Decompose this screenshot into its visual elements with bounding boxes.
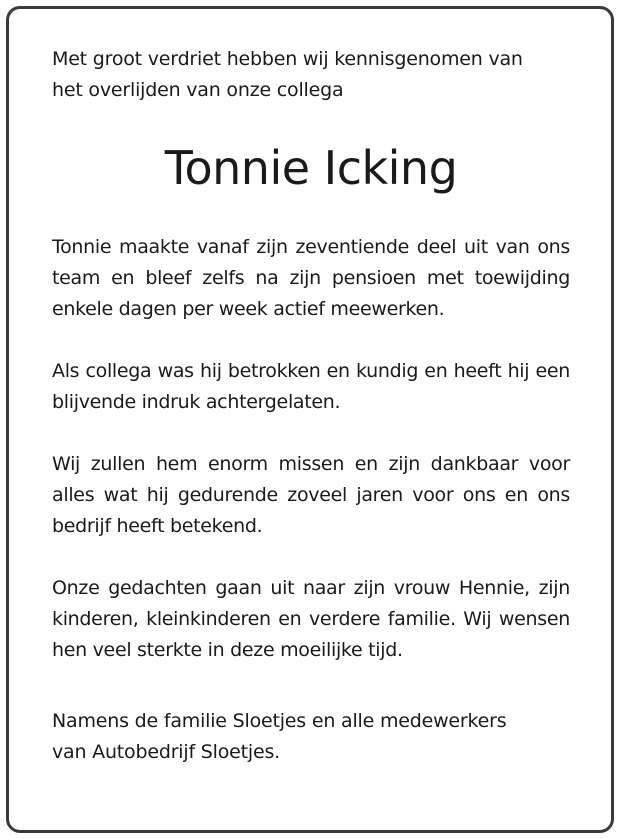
announcement-content bbox=[52, 44, 570, 768]
paragraph-condolence: Onze gedachten gaan uit naar zijn vrouw Hennie, zijn kinderen, kleinkinderen en verdere familie. Wij wensen hen veel sterkte in deze moeilijke tijd. bbox=[52, 577, 570, 661]
closing-line-1: Namens de familie Sloetjes en alle medewerkers bbox=[52, 710, 507, 732]
deceased-name: Tonnie Icking bbox=[164, 141, 458, 195]
paragraph-colleague: Als collega was hij betrokken en kundig en heeft hij een blijvende indruk achtergelaten. bbox=[52, 360, 570, 413]
paragraph-gratitude: Wij zullen hem enorm missen en zijn dankbaar voor alles wat hij gedurende zoveel jaren voor ons en ons bedrijf heeft betekend. bbox=[52, 453, 570, 537]
intro-line-1: Met groot verdriet hebben wij kennisgenomen van bbox=[52, 48, 523, 70]
paragraph-tribute: Tonnie maakte vanaf zijn zeventiende deel uit van ons team en bleef zelfs na zijn pensioen met toewijding enkele dagen per week actief meewerken. bbox=[52, 236, 570, 320]
closing-text bbox=[52, 706, 570, 768]
intro-text bbox=[52, 44, 570, 106]
body-text bbox=[52, 232, 570, 666]
intro-line-2: het overlijden van onze collega bbox=[52, 79, 344, 101]
closing-line-2: van Autobedrijf Sloetjes. bbox=[52, 741, 281, 763]
